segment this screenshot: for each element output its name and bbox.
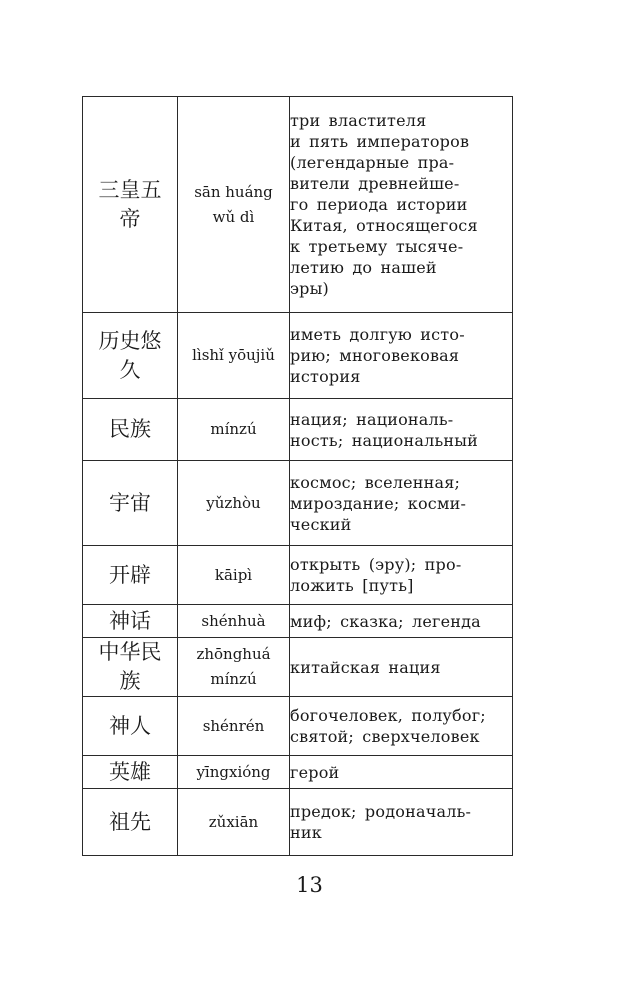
translation-cell-line: Китая, относящегося bbox=[290, 216, 478, 235]
hanzi-cell bbox=[83, 638, 178, 697]
hanzi-cell bbox=[83, 756, 178, 789]
translation-cell-line: иметь долгую исто- bbox=[290, 325, 465, 344]
translation-cell bbox=[290, 789, 513, 856]
translation-cell-line: космос; вселенная; bbox=[290, 472, 461, 492]
vocabulary-table bbox=[82, 96, 513, 856]
table-row bbox=[83, 399, 513, 461]
translation-cell bbox=[290, 461, 513, 546]
translation-cell-line: ник bbox=[290, 823, 322, 842]
translation-cell bbox=[290, 546, 513, 605]
pinyin-cell-line: mínzú bbox=[210, 420, 257, 438]
translation-cell bbox=[290, 97, 513, 313]
pinyin-cell-line: kāipì bbox=[214, 565, 253, 584]
page-number: 13 bbox=[296, 873, 323, 897]
pinyin-cell-line: shénhuà bbox=[201, 611, 266, 630]
translation-cell-line: ложить [путь] bbox=[290, 576, 414, 595]
hanzi-cell-line: 帝 bbox=[119, 206, 141, 231]
pinyin-cell-line: wǔ dì bbox=[212, 207, 255, 226]
table-row bbox=[83, 461, 513, 546]
table-row bbox=[83, 756, 513, 789]
hanzi-cell-line: 三皇五 bbox=[98, 177, 162, 202]
translation-cell bbox=[290, 313, 513, 399]
table-row bbox=[83, 638, 513, 697]
pinyin-cell bbox=[178, 697, 290, 756]
table-row bbox=[83, 313, 513, 399]
pinyin-cell-line: sān huáng bbox=[194, 182, 273, 201]
translation-cell-line: нация; националь- bbox=[290, 409, 454, 429]
translation-cell-line: рию; многовековая bbox=[290, 346, 460, 365]
translation-cell-line: история bbox=[290, 367, 361, 386]
hanzi-cell bbox=[83, 789, 178, 856]
pinyin-cell-line: yīngxióng bbox=[196, 762, 271, 781]
pinyin-cell-line: yǔzhòu bbox=[206, 493, 261, 512]
hanzi-cell-line: 久 bbox=[119, 357, 141, 382]
hanzi-cell bbox=[83, 313, 178, 399]
pinyin-cell bbox=[178, 97, 290, 313]
hanzi-cell bbox=[83, 605, 178, 638]
pinyin-cell bbox=[178, 605, 290, 638]
translation-cell-line: миф; сказка; легенда bbox=[290, 611, 481, 631]
translation-cell-line: богочеловек, полубог; bbox=[290, 706, 486, 725]
hanzi-cell-line: 英雄 bbox=[109, 759, 151, 784]
translation-cell-line: герой bbox=[290, 762, 340, 782]
translation-cell bbox=[290, 697, 513, 756]
hanzi-cell bbox=[83, 546, 178, 605]
table-row bbox=[83, 789, 513, 856]
hanzi-cell-line: 宇宙 bbox=[109, 490, 151, 515]
pinyin-cell bbox=[178, 756, 290, 789]
pinyin-cell-line: zhōnghuá bbox=[196, 645, 271, 663]
pinyin-cell bbox=[178, 313, 290, 399]
hanzi-cell-line: 中华民 bbox=[98, 640, 162, 664]
translation-cell bbox=[290, 638, 513, 697]
translation-cell-line: три властителя bbox=[290, 111, 427, 130]
hanzi-cell-line: 祖先 bbox=[109, 809, 151, 834]
pinyin-cell bbox=[178, 546, 290, 605]
translation-cell-line: предок; родоначаль- bbox=[290, 802, 472, 821]
pinyin-cell-line: mínzú bbox=[210, 670, 257, 688]
pinyin-cell-line: shénrén bbox=[202, 716, 265, 735]
translation-cell-line: и пять императоров bbox=[290, 132, 470, 151]
table-row bbox=[83, 546, 513, 605]
translation-cell-line: святой; сверхчеловек bbox=[290, 727, 480, 746]
translation-cell-line: к третьему тысяче- bbox=[290, 237, 464, 256]
hanzi-cell-line: 民族 bbox=[109, 417, 151, 441]
table-row bbox=[83, 605, 513, 638]
translation-cell-line: вители древнейше- bbox=[290, 174, 460, 193]
hanzi-cell-line: 历史悠 bbox=[98, 328, 162, 353]
pinyin-cell bbox=[178, 638, 290, 697]
hanzi-cell bbox=[83, 461, 178, 546]
pinyin-cell-line: lìshǐ yōujiǔ bbox=[192, 346, 275, 364]
hanzi-cell-line: 神话 bbox=[109, 608, 151, 633]
table-row bbox=[83, 97, 513, 313]
pinyin-cell bbox=[178, 399, 290, 461]
hanzi-cell-line: 神人 bbox=[109, 713, 151, 738]
table-row bbox=[83, 697, 513, 756]
hanzi-cell bbox=[83, 97, 178, 313]
pinyin-cell bbox=[178, 789, 290, 856]
translation-cell-line: летию до нашей bbox=[290, 258, 437, 277]
translation-cell-line: ность; национальный bbox=[290, 430, 479, 450]
hanzi-cell bbox=[83, 697, 178, 756]
pinyin-cell-line: zǔxiān bbox=[208, 812, 259, 831]
translation-cell-line: эры) bbox=[290, 279, 329, 298]
translation-cell-line: (легендарные пра- bbox=[290, 153, 455, 172]
hanzi-cell-line: 开辟 bbox=[109, 562, 151, 587]
translation-cell bbox=[290, 605, 513, 638]
translation-cell-line: мироздание; косми- bbox=[290, 493, 467, 513]
translation-cell-line: открыть (эру); про- bbox=[290, 555, 462, 574]
translation-cell-line: го периода истории bbox=[290, 195, 468, 214]
translation-cell-line: китайская нация bbox=[290, 657, 441, 677]
hanzi-cell bbox=[83, 399, 178, 461]
translation-cell bbox=[290, 756, 513, 789]
vocabulary-table-body bbox=[83, 97, 513, 856]
pinyin-cell bbox=[178, 461, 290, 546]
translation-cell bbox=[290, 399, 513, 461]
translation-cell-line: ческий bbox=[290, 514, 352, 534]
hanzi-cell-line: 族 bbox=[119, 669, 141, 693]
